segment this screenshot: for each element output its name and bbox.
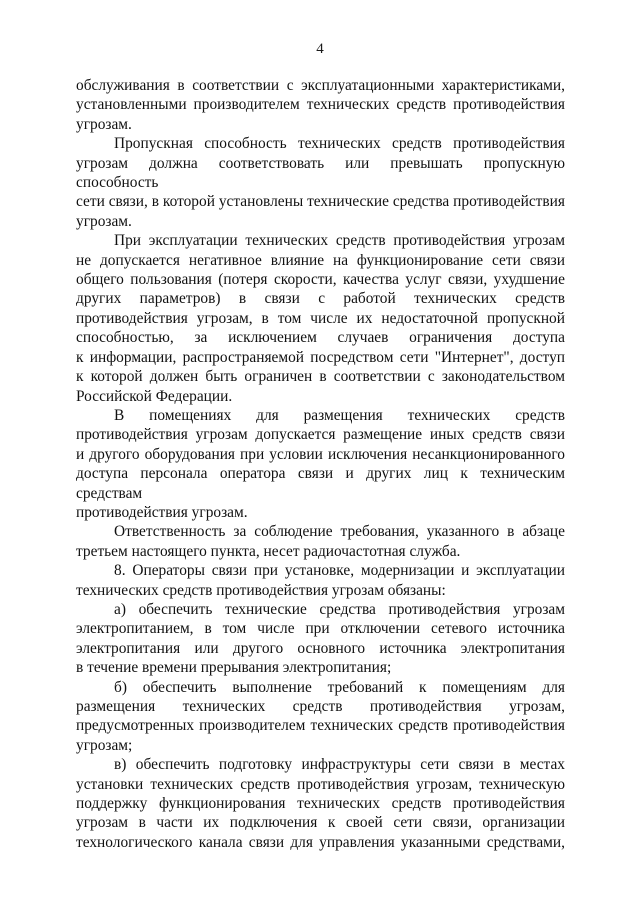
document-body [76,76,565,852]
text-line: не допускается негативное влияние на функционирование сети связи [76,251,565,269]
text-line: электропитания или другого основного источника электропитания [76,639,565,657]
paragraph [76,522,565,561]
text-line: и другого оборудования при условии исключения несанкционированного [76,445,565,463]
text-line: б) обеспечить выполнение требований к помещениям для [114,678,565,696]
text-line: доступа персонала оператора связи и других лиц к техническим средствам [76,465,565,502]
text-line: обслуживания в соответствии с эксплуатационными характеристиками, [76,77,565,94]
paragraph [76,406,565,522]
text-line: к которой должен быть ограничен в соответствии с законодательством [76,368,565,386]
text-line: а) обеспечить технические средства противодействия угрозам [114,600,565,618]
paragraph [76,600,565,678]
text-line: других параметров) в связи с работой технических средств [76,290,565,308]
text-line: угрозам; [76,736,133,754]
paragraph [76,561,565,600]
text-line: размещения технических средств противодействия угрозам, [76,698,565,715]
text-line: 8. Операторы связи при установке, модернизации и эксплуатации [114,562,565,580]
text-line: В помещениях для размещения технических средств [114,406,565,424]
text-line: к информации, распространяемой посредством сети "Интернет", доступ [76,348,565,366]
text-line: угрозам должна соответствовать или превышать пропускную способность [76,154,565,192]
text-line: предусмотренных производителем технических средств противодействия [76,717,565,735]
text-line: в) обеспечить подготовку инфраструктуры сети связи в местах [114,756,565,774]
paragraph [76,755,565,852]
page-number: 4 [316,41,324,57]
text-line: технологического канала связи для управления указанными средствами, [76,833,565,851]
text-line: Ответственность за соблюдение требования, указанного в абзаце [114,523,565,541]
text-line: противодействия угрозам допускается размещение иных средств связи [76,426,565,444]
paragraph [76,76,565,134]
text-line: электропитанием, в том числе при отключении сетевого источника [76,620,565,638]
text-line: противодействия угрозам. [76,503,248,521]
text-line: установленными производителем технических средств противодействия [76,96,565,114]
text-line: общего пользования (потеря скорости, качества услуг связи, ухудшение [76,271,565,289]
text-line: угрозам. [76,212,132,230]
text-line: противодействия угрозам, в том числе их недостаточной пропускной [76,309,565,327]
text-line: поддержку функционирования технических средств противодействия [76,795,565,813]
text-line: угрозам в части их подключения к своей сети связи, организации [76,814,565,832]
text-line: Пропускная способность технических средств противодействия [114,135,565,153]
paragraph [76,678,565,756]
text-line: третьем настоящего пункта, несет радиочастотная служба. [76,542,461,560]
paragraph [76,231,565,406]
text-line: сети связи, в которой установлены технические средства противодействия [76,193,565,211]
text-line: способностью, за исключением случаев ограничения доступа [76,329,565,347]
text-line: технических средств противодействия угрозам обязаны: [76,581,446,599]
text-line: При эксплуатации технических средств противодействия угрозам [114,232,565,250]
text-line: угрозам. [76,115,132,133]
text-line: в течение времени прерывания электропитания; [76,659,392,677]
text-line: установки технических средств противодействия угрозам, техническую [76,775,565,793]
paragraph [76,134,565,231]
text-line: Российской Федерации. [76,387,233,405]
